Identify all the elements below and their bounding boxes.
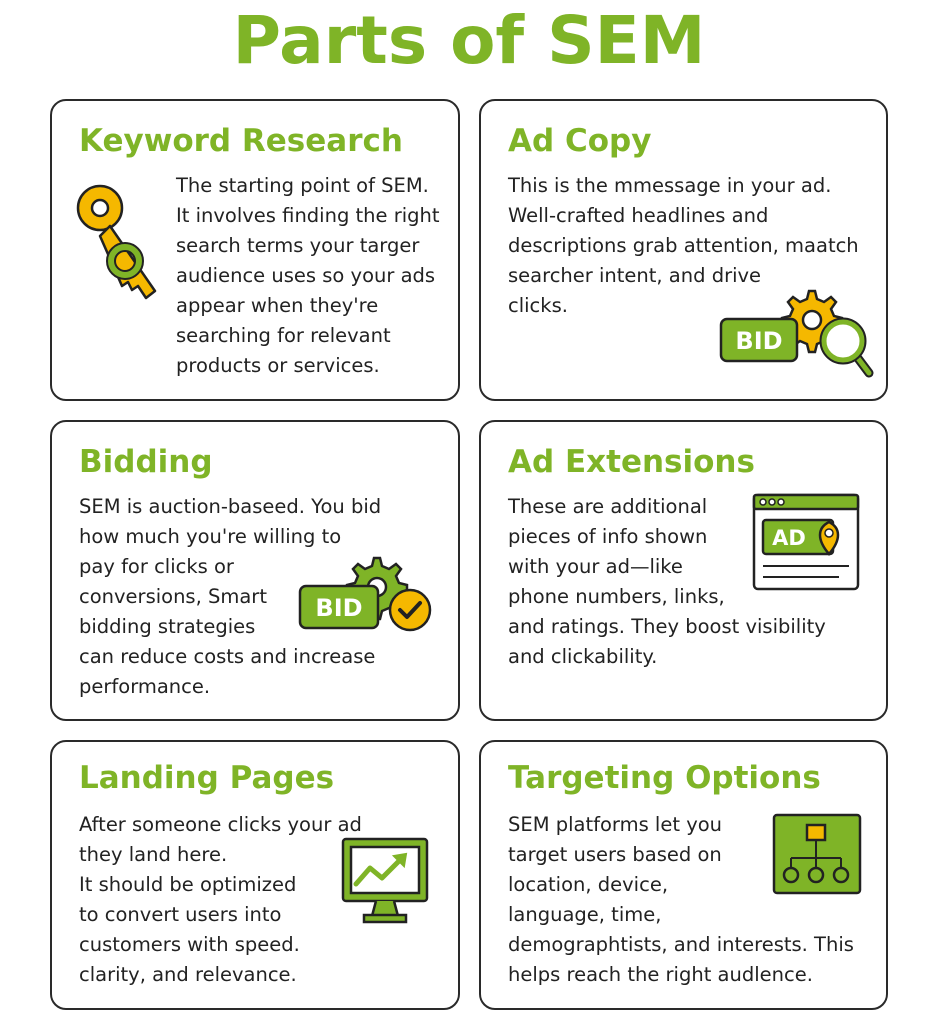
badge-label: AD: [772, 526, 806, 550]
description-line: language, time,: [508, 903, 662, 926]
bid-search-icon: [717, 283, 877, 383]
description-line: searching for relevant: [176, 324, 391, 347]
description-line: clicks.: [508, 294, 568, 317]
description-line: customers with speed.: [79, 933, 300, 956]
description-line: SEM platforms let you: [508, 813, 723, 836]
description-line: with your ad—like: [508, 555, 683, 578]
description-line: performance.: [79, 675, 211, 698]
description-line: These are additional: [508, 495, 708, 518]
description-line: demographtists, and interests. This: [508, 933, 854, 956]
card-heading: Keyword Research: [79, 123, 403, 159]
card-heading: Ad Extensions: [508, 444, 755, 480]
hierarchy-icon: [771, 812, 863, 896]
badge-label: BID: [315, 594, 363, 622]
description-line: how much you're willing to: [79, 525, 342, 548]
card-ad-extensions: [479, 420, 888, 721]
bid-check-icon: [296, 552, 446, 642]
card-heading: Bidding: [79, 444, 213, 480]
card-targeting-options: [479, 740, 888, 1010]
card-description: [79, 810, 362, 990]
description-line: Well-crafted headlines and: [508, 204, 769, 227]
description-line: pieces of info shown: [508, 525, 708, 548]
description-line: appear when they're: [176, 294, 379, 317]
card-heading: Targeting Options: [508, 760, 821, 796]
description-line: It should be optimized: [79, 873, 297, 896]
description-line: location, device,: [508, 873, 669, 896]
description-line: This is the mmessage in your ad.: [508, 174, 832, 197]
card-heading: Landing Pages: [79, 760, 335, 796]
description-line: The starting point of SEM.: [176, 174, 429, 197]
description-line: they land here.: [79, 843, 228, 866]
description-line: and ratings. They boost visibility: [508, 615, 826, 638]
description-line: conversions, Smart: [79, 585, 267, 608]
description-line: searcher intent, and drive: [508, 264, 762, 287]
card-description: [176, 171, 440, 381]
description-line: After someone clicks your ad: [79, 813, 362, 836]
description-line: bidding strategies: [79, 615, 256, 638]
badge-label: BID: [735, 327, 783, 355]
card-heading: Ad Copy: [508, 123, 652, 159]
card-bidding: [50, 420, 460, 721]
description-line: audience uses so your ads: [176, 264, 436, 287]
key-icon: [70, 176, 170, 306]
description-line: target users based on: [508, 843, 722, 866]
description-line: helps reach the right audlence.: [508, 963, 813, 986]
description-line: to convert users into: [79, 903, 282, 926]
card-landing-pages: [50, 740, 460, 1010]
description-line: products or services.: [176, 354, 380, 377]
description-line: SEM is auction-baseed. You bid: [79, 495, 382, 518]
description-line: It involves finding the right: [176, 204, 440, 227]
page-title: Parts of SEM: [232, 2, 706, 79]
description-line: descriptions grab attention, maatch: [508, 234, 859, 257]
description-line: and clickability.: [508, 645, 658, 668]
description-line: clarity, and relevance.: [79, 963, 297, 986]
description-line: pay for clicks or: [79, 555, 234, 578]
card-keyword-research: [50, 99, 460, 401]
description-line: can reduce costs and increase: [79, 645, 376, 668]
monitor-chart-icon: [340, 836, 430, 926]
card-ad-copy: [479, 99, 888, 401]
description-line: phone numbers, links,: [508, 585, 725, 608]
ad-browser-icon: [751, 492, 861, 592]
description-line: search terms your targer: [176, 234, 420, 257]
